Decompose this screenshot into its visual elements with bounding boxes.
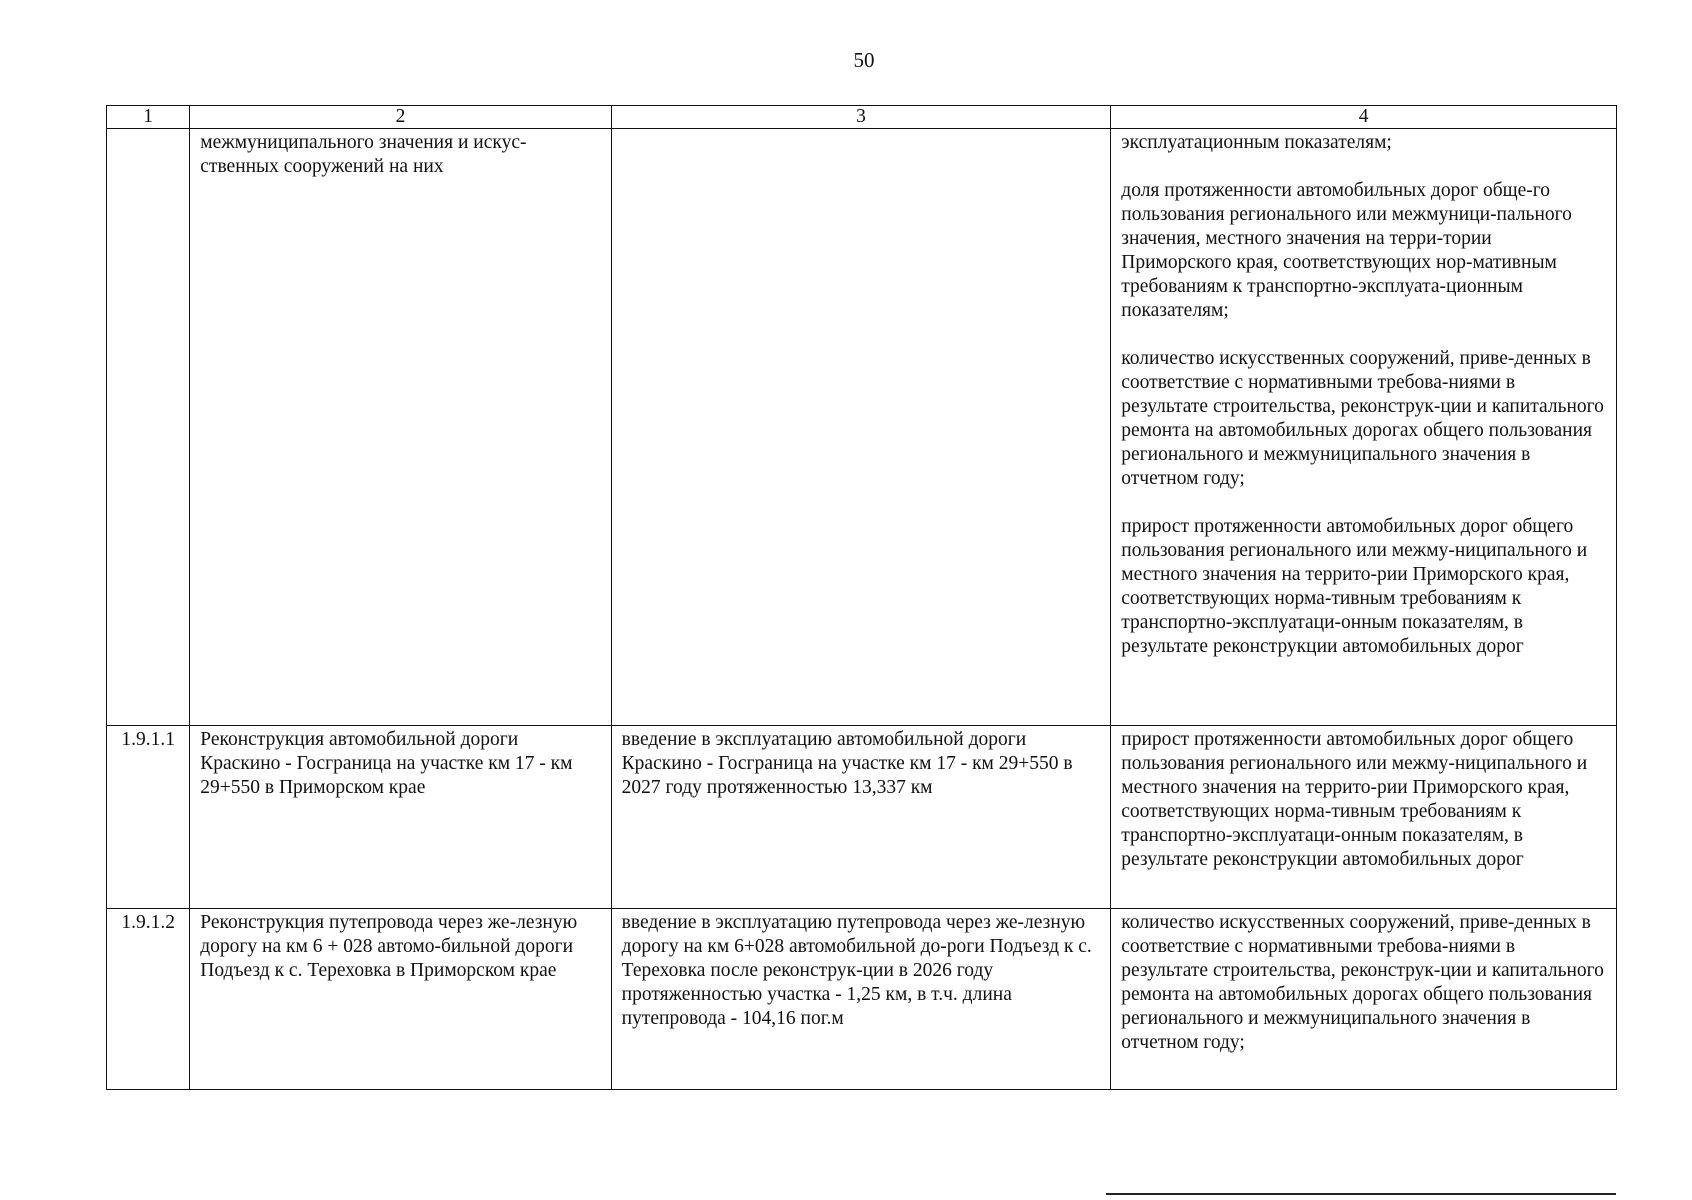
column-number-2: 2 (190, 106, 611, 129)
column-number-4: 4 (1111, 106, 1617, 129)
indicator-text: прирост протяженности автомобильных дорог общего пользования регионального или межму-ниципального и местного значения на террито-рии Приморского края, соответствующих норма-тивным требованиям к транспортно-эксплуатаци-онным показателям, в результате реконструкции автомобильных дорог (1121, 729, 1588, 870)
expected-result: введение в эксплуатацию автомобильной дороги Краскино - Госграница на участке км 17 - км 29+550 в 2027 году протяженностью 13,337 км (611, 726, 1111, 909)
measure-name: Реконструкция путепровода через же-лезную дорогу на км 6 + 028 автомо-бильной дороги Подъезд к с. Тереховка в Приморском крае (190, 909, 611, 1090)
indicator-text: эксплуатационным показателям; (1121, 132, 1392, 153)
row-number: 1.9.1.2 (107, 909, 190, 1090)
indicator-text: прирост протяженности автомобильных дорог общего пользования регионального или межму-ниципального и местного значения на террито-рии Приморского края, соответствующих норма-тивным требованиям к транспортно-эксплуатаци-онным показателям, в результате реконструкции автомобильных дорог (1121, 516, 1588, 657)
row-number (107, 129, 190, 726)
indicators-cell (1111, 129, 1617, 726)
page-number: 50 (853, 48, 875, 72)
table-row (107, 129, 1617, 726)
program-table (106, 105, 1617, 1090)
measure-name: Реконструкция автомобильной дороги Краскино - Госграница на участке км 17 - км 29+550 в Приморском крае (190, 726, 611, 909)
table-row (107, 909, 1617, 1090)
column-number-1: 1 (107, 106, 190, 129)
footer-rule (1106, 1193, 1616, 1195)
column-number-3: 3 (611, 106, 1111, 129)
indicator-text: количество искусственных сооружений, приве-денных в соответствие с нормативными требова-ниями в результате строительства, реконструк-ции и капитального ремонта на автомобильных дорогах общего пользования регионального и межмуниципального значения в отчетном году; (1121, 348, 1604, 489)
expected-result (611, 129, 1111, 726)
expected-result: введение в эксплуатацию путепровода через же-лезную дорогу на км 6+028 автомобильной до-роги Подъезд к с. Тереховка после реконструк-ции в 2026 году протяженностью участка - 1,25 км, в т.ч. длина путепровода - 104,16 пог.м (611, 909, 1111, 1090)
indicator-text: доля протяженности автомобильных дорог обще-го пользования регионального или межмуници-пального значения, местного значения на терри-тории Приморского края, соответствующих нор-мативным требованиям к транспортно-эксплуата-ционным показателям; (1121, 180, 1572, 321)
indicators-cell (1111, 909, 1617, 1090)
indicator-text: количество искусственных сооружений, приве-денных в соответствие с нормативными требова-ниями в результате строительства, реконструк-ции и капитального ремонта на автомобильных дорогах общего пользования регионального и межмуниципального значения в отчетном году; (1121, 912, 1604, 1053)
table-header-row (107, 106, 1617, 129)
indicators-cell (1111, 726, 1617, 909)
table-row (107, 726, 1617, 909)
row-number: 1.9.1.1 (107, 726, 190, 909)
measure-name: межмуниципального значения и искус-ственных сооружений на них (190, 129, 611, 726)
